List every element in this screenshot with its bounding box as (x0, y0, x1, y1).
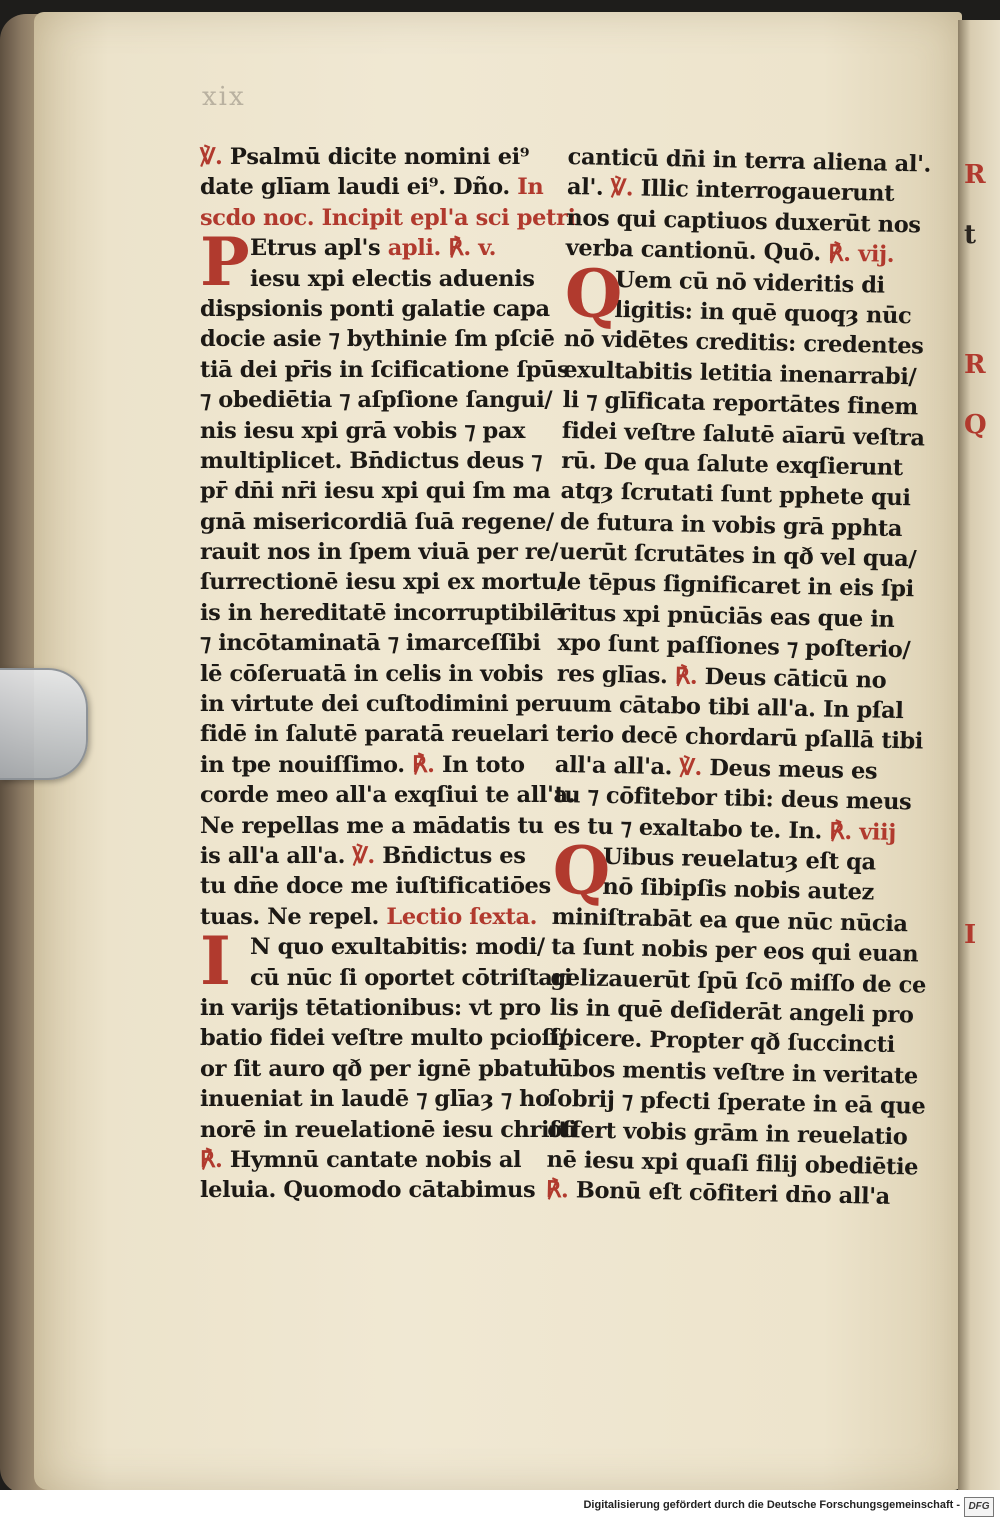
body-text: lis in quē deſiderāt angeli pro (549, 994, 914, 1029)
text-line (200, 142, 580, 172)
body-text: Bn̄dictus es (382, 842, 526, 869)
body-text: nos qui captiuos duxerūt nos (566, 204, 921, 239)
body-text: date glīam laudi ei⁹. Dño. (200, 174, 518, 201)
body-text: Deus meus es (709, 754, 878, 785)
rubric-text: ℣. (610, 175, 641, 202)
body-text: de futura in vobis grā pphta (559, 508, 903, 542)
body-text: is in hereditatē incorruptibilē (200, 599, 564, 626)
rubric-text: In (517, 174, 544, 201)
text-line (200, 719, 580, 749)
body-text: In toto (441, 751, 525, 778)
body-text: miniſtrabāt ea que nūc nūcia (551, 903, 908, 938)
next-page-fragment: I (964, 920, 977, 950)
book-page (34, 12, 962, 1490)
body-text: Uibus reuelatuȝ eſt qa (602, 843, 876, 876)
body-text: rū. De qua ſalute exqſierunt (561, 447, 904, 481)
body-text: batio fidei veſtre multo pcioſi/ (200, 1025, 567, 1052)
body-text: in varijs tētationibus: vt pro (200, 994, 541, 1021)
text-line (200, 689, 580, 719)
text-line (200, 324, 580, 354)
rubric-text: ℟. (200, 1146, 230, 1173)
body-text: inueniat in laudē ⁊ glīaȝ ⁊ ho (200, 1086, 550, 1113)
rubricated-initial: Q (551, 830, 611, 911)
body-text: offert vobis grām in reuelatio (547, 1116, 908, 1150)
text-line (200, 294, 580, 324)
rubric-text: ℣. (679, 754, 710, 781)
next-page-fragment: R (964, 350, 986, 380)
body-text: ritus xpi pnūciās eas que in (557, 599, 895, 633)
body-text: Illic interrogauerunt (640, 175, 895, 208)
body-text: res glīas. (556, 660, 676, 689)
body-text: all'a all'a. (554, 751, 680, 781)
rubricated-initial: P (200, 223, 250, 302)
body-text: canticū dn̄i in terra aliena al'. (567, 143, 932, 178)
text-line (200, 172, 580, 202)
rubric-text: ℣. (352, 842, 383, 869)
body-text: le tēpus ſignificaret in eis ſpi (558, 569, 915, 603)
text-line (200, 1054, 580, 1084)
body-text: nis iesu xpi grā vobis ⁊ pax (200, 417, 526, 444)
text-line (200, 659, 580, 689)
text-line (200, 780, 580, 810)
text-line (200, 1175, 580, 1205)
rubricated-initial: Q (564, 253, 623, 333)
body-text: gelizauerūt ſpū ſcō miſſo de ce (550, 964, 927, 999)
body-text: norē in reuelationē iesu chriſti (200, 1116, 577, 1143)
text-line (200, 871, 580, 901)
body-text: pr̄ dn̄i nr̄i iesu xpi qui ſm ma (200, 478, 551, 505)
text-line (200, 385, 580, 415)
body-text: gnā misericordiā ſuā regene/ (200, 508, 554, 535)
body-text: multiplicet. Bn̄dictus deus ⁊ (200, 447, 543, 474)
body-text: corde meo all'a exqſiui te all'a. (200, 782, 576, 809)
body-text: ligitis: in quē quoqȝ nūc (614, 296, 912, 330)
text-line (200, 993, 580, 1023)
body-text: es tu ⁊ exaltabo te. In. (553, 812, 830, 845)
text-line (200, 537, 580, 567)
book-clip (0, 668, 88, 780)
text-line (200, 841, 580, 871)
body-text: Uem cū nō videritis di (614, 266, 886, 299)
body-text: nē iesu xpi quaſi filij obediētie (546, 1146, 919, 1181)
body-text: Deus cāticū no (704, 663, 887, 694)
body-text: ſurrectionē iesu xpi ex mortu/ (200, 569, 565, 596)
body-text: Hymnū cantate nobis al (229, 1146, 522, 1173)
text-line (200, 355, 580, 385)
body-text: rauit nos in ſpem viuā per re/ (200, 539, 559, 566)
body-text: atqȝ ſcrutati ſunt pphete qui (560, 478, 911, 512)
body-text: fidei veſtre ſalutē aīarū veſtra (561, 417, 925, 452)
next-page-fragment: t (964, 220, 977, 250)
dfg-logo: DFG (964, 1497, 994, 1517)
rubric-text: ℟. vij. (828, 240, 895, 269)
text-line (200, 264, 580, 294)
rubric-text: apli. ℟. v. (387, 235, 497, 262)
body-text: verba cantionū. Quō. (565, 235, 829, 267)
text-line (546, 1175, 919, 1213)
text-line (200, 476, 580, 506)
text-line (200, 416, 580, 446)
left-text-column (200, 142, 580, 1206)
body-text: or ſit auro qð per ignē pbatur (200, 1055, 561, 1082)
body-text: docie asie ⁊ bythinie ſm pſciē (200, 326, 555, 353)
body-text: in virtute dei cuſtodimini per (200, 691, 557, 718)
body-text: Bonū eſt cōfiteri dn̄o all'a (575, 1177, 891, 1211)
body-text: uum cātabo tibi all'a. In pſal (555, 690, 904, 725)
body-text: tu ⁊ cōfitebor tibi: deus meus (554, 782, 912, 816)
text-line (200, 598, 580, 628)
rubric-text: scdo noc. Incipit epl'a sci petri (200, 204, 576, 231)
body-text: xpo ſunt paſſiones ⁊ poſterio/ (557, 630, 911, 664)
text-line (200, 1084, 580, 1114)
body-text: lūbos mentis veſtre in veritate (548, 1055, 919, 1090)
body-text: Psalmū dicite nomini ei⁹ (229, 144, 530, 170)
body-text: ſobrij ⁊ pfecti ſperate in eā que (547, 1085, 926, 1120)
body-text: Etrus apl's (250, 235, 388, 262)
body-text: cū nūc ſi oportet cōtriſtari (250, 964, 573, 991)
text-line (200, 902, 580, 932)
text-line (200, 567, 580, 597)
rubric-text: Lectio ſexta. (386, 903, 538, 930)
text-line (200, 628, 580, 658)
body-text: Ne repellas me a mādatis tu (200, 812, 544, 839)
body-text: N quo exultabitis: modi/ (250, 934, 545, 961)
body-text: ta ſunt nobis per eos qui euan (550, 933, 919, 968)
text-line (200, 507, 580, 537)
text-line (200, 1115, 580, 1145)
body-text: nō vidētes creditis: credentes (563, 326, 924, 360)
rubric-text: ℟. viij (829, 818, 897, 846)
rubric-text: ℟. (674, 662, 705, 690)
body-text: tiā dei pr̄is in ſcificatione ſpūs (200, 356, 570, 383)
body-text: uerūt ſcrutātes in qð vel qua/ (559, 538, 917, 573)
next-page-fragment: R (964, 160, 986, 190)
rubric-text: ℟. (412, 751, 442, 778)
body-text: terio decē chordarū pſallā tibi (555, 721, 924, 755)
body-text: leluia. Quomodo cātabimus (200, 1177, 536, 1204)
text-line (200, 1145, 580, 1175)
text-line (200, 203, 580, 233)
folio-number: xix (202, 82, 246, 112)
text-line (200, 750, 580, 780)
body-text: li ⁊ glīficata reportātes finem (562, 387, 919, 421)
body-text: exultabitis letitia inenarrabi/ (562, 356, 917, 391)
footer-bar (0, 1490, 1000, 1524)
rubric-text: ℟. (545, 1177, 577, 1204)
rubricated-initial: I (200, 922, 231, 1001)
footer-credit: Digitalisierung gefördert durch die Deutsche Forschungsgemeinschaft - (583, 1499, 960, 1511)
body-text: tuas. Ne repel. (200, 903, 387, 930)
body-text: iesu xpi electis aduenis (250, 265, 535, 292)
body-text: fidē in ſalutē paratā reuelari (200, 721, 549, 748)
text-line (200, 446, 580, 476)
body-text: ⁊ incōtaminatā ⁊ imarceſſibi (200, 630, 541, 657)
body-text: al'. (566, 174, 611, 202)
body-text: tu dn̄e doce me iuſtificatiōes (200, 873, 551, 900)
text-line (200, 963, 580, 993)
next-page-edge (958, 20, 1000, 1490)
right-text-column (546, 142, 940, 1213)
body-text: is all'a all'a. (200, 842, 353, 869)
rubric-text: ℣. (200, 144, 230, 170)
body-text: nō ſibipſis nobis autez (602, 874, 875, 906)
text-line (200, 1023, 580, 1053)
body-text: in tpe nouiſſimo. (200, 751, 413, 778)
next-page-fragment: Q (964, 410, 987, 440)
text-line (200, 811, 580, 841)
body-text: dispsionis ponti galatie capa (200, 295, 550, 322)
body-text: lē cōſeruatā in celis in vobis (200, 660, 544, 687)
body-text: ⁊ obediētia ⁊ aſpſione ſangui/ (200, 387, 553, 414)
body-text: ſpicere. Propter qð ſuccincti (548, 1025, 896, 1059)
